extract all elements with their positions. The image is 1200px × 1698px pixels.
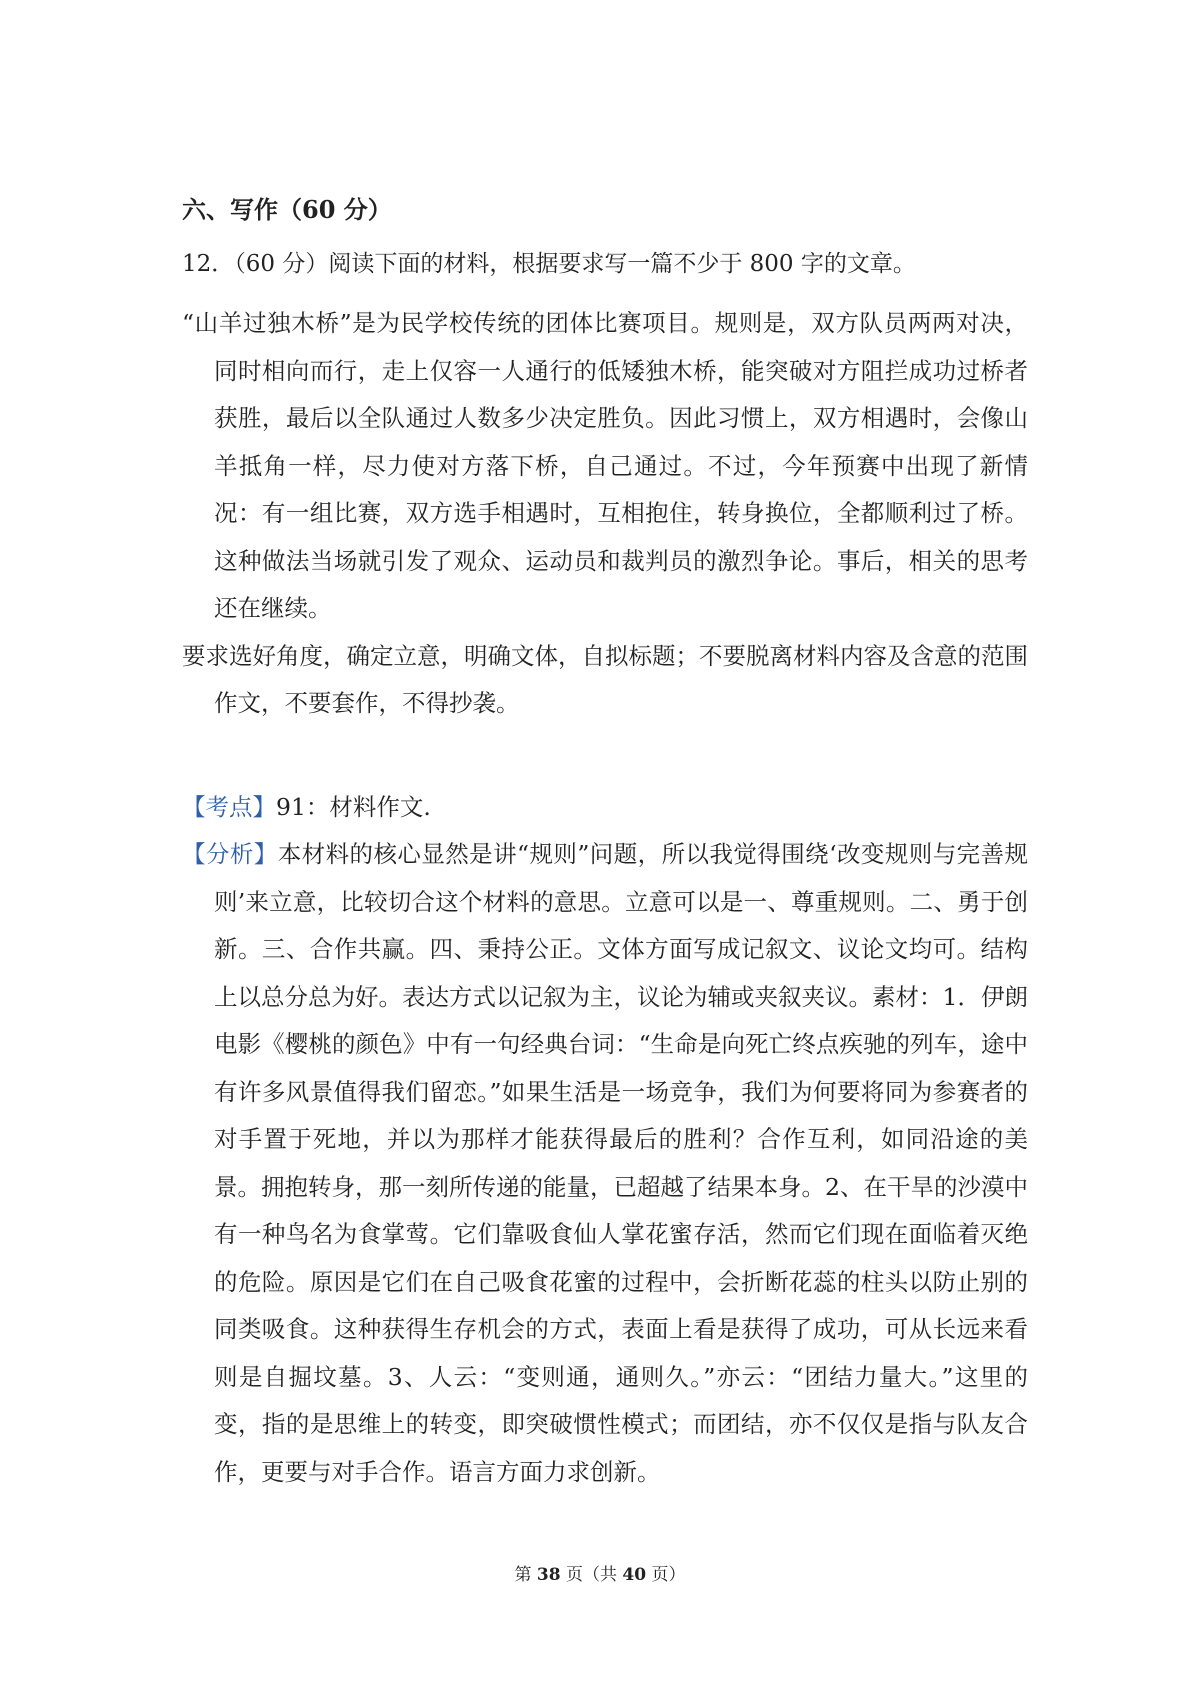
page-footer (0, 1560, 1200, 1585)
requirement-paragraph: 要求选好角度，确定立意，明确文体，自拟标题；不要脱离材料内容及含意的范围作文，不要套作，不得抄袭。 (182, 641, 1028, 717)
footer-middle: 页（共 (560, 1565, 623, 1585)
fenxi-label: 【分析】 (182, 840, 278, 868)
kaodian-text: 91：材料作文. (276, 792, 431, 821)
section-title: 六、写作（60 分） (182, 195, 392, 224)
material-paragraph: “山羊过独木桥”是为民学校传统的团体比赛项目。规则是，双方队员两两对决，同时相向而行，走上仅容一人通行的低矮独木桥，能突破对方阻拦成功过桥者获胜，最后以全队通过人数多少决定胜负。因此习惯上，双方相遇时，会像山羊抵角一样，尽力使对方落下桥，自己通过。不过，今年预赛中出现了新情况：有一组比赛，双方选手相遇时，互相抱住，转身换位，全都顺利过了桥。这种做法当场就引发了观众、运动员和裁判员的激烈争论。事后，相关的思考还在继续。 (182, 309, 1028, 622)
footer-suffix: 页） (646, 1565, 686, 1585)
fenxi-paragraph (182, 831, 1028, 1496)
page-content (182, 195, 1029, 1496)
fenxi-text: 本材料的核心显然是讲“规则”问题，所以我觉得围绕‘改变规则与完善规则’来立意，比较切合这个材料的意思。立意可以是一、尊重规则。二、勇于创新。三、合作共赢。四、秉持公正。文体方面写成记叙文、议论文均可。结构上以总分总为好。表达方式以记叙为主，议论为辅或夹叙夹议。素材：1．伊朗电影《樱桃的颜色》中有一句经典台词：“生命是向死亡终点疾驰的列车，途中有许多风景值得我们留恋。”如果生活是一场竞争，我们为何要将同为参赛者的对手置于死地，并以为那样才能获得最后的胜利？合作互利，如同沿途的美景。拥抱转身，那一刻所传递的能量，已超越了结果本身。2、在干旱的沙漠中有一种鸟名为食掌莺。它们靠吸食仙人掌花蜜存活，然而它们现在面临着灭绝的危险。原因是它们在自己吸食花蜜的过程中，会折断花蕊的柱头以防止别的同类吸食。这种获得生存机会的方式，表面上看是获得了成功，可从长远来看则是自掘坟墓。3、人云：“变则通，通则久。”亦云：“团结力量大。”这里的变，指的是思维上的转变，即突破惯性模式；而团结，亦不仅仅是指与队友合作，更要与对手合作。语言方面力求创新。 (214, 840, 1029, 1486)
spacer (182, 728, 1028, 784)
kaodian-line (182, 784, 1028, 832)
kaodian-label: 【考点】 (182, 792, 276, 821)
question-stem: 12．（60 分）阅读下面的材料，根据要求写一篇不少于 800 字的文章。 (182, 251, 916, 277)
footer-total-pages: 40 (622, 1565, 647, 1585)
footer-current-page: 38 (536, 1565, 561, 1585)
footer-prefix: 第 (514, 1565, 537, 1585)
